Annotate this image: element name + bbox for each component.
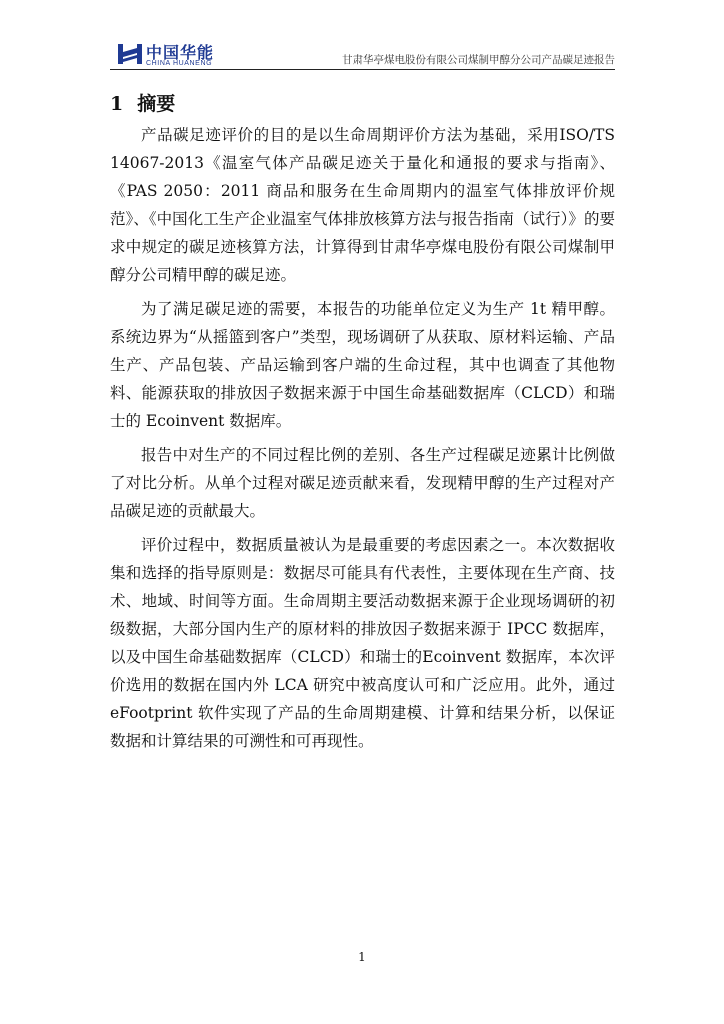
page-header	[110, 38, 615, 70]
logo-english-name: CHINA HUANENG	[146, 60, 213, 67]
paragraph: 报告中对生产的不同过程比例的差别、各生产过程碳足迹累计比例做了对比分析。从单个过程对碳足迹贡献来看，发现精甲醇的生产过程对产品碳足迹的贡献最大。	[110, 446, 615, 520]
paragraph: 为了满足碳足迹的需要，本报告的功能单位定义为生产 1t 精甲醇。系统边界为“从摇篮到客户”类型，现场调研了从获取、原材料运输、产品生产、产品包装、产品运输到客户端的生命过程，其中也调查了其他物料、能源获取的排放因子数据来源于中国生命基础数据库（CLCD）和瑞士的 Ecoinvent 数据库。	[110, 300, 615, 430]
logo-chinese-name: 中国华能	[146, 43, 215, 62]
header-divider	[110, 69, 615, 70]
running-header-title: 甘肃华亭煤电股份有限公司煤制甲醇分公司产品碳足迹报告	[342, 54, 615, 66]
paragraph: 评价过程中，数据质量被认为是最重要的考虑因素之一。本次数据收集和选择的指导原则是：数据尽可能具有代表性，主要体现在生产商、技术、地域、时间等方面。生命周期主要活动数据来源于企业现场调研的初级数据，大部分国内生产的原材料的排放因子数据来源于 IPCC 数据库，以及中国生命基础数据库（CLCD）和瑞士的Ecoinvent 数据库，本次评价选用的数据在国内外 LCA 研究中被高度认可和广泛应用。此外，通过 eFootprint 软件实现了产品的生命周期建模、计算和结果分析，以保证数据和计算结果的可溯性和可再现性。	[110, 536, 615, 750]
section-number: 1	[110, 93, 124, 115]
section-heading	[110, 89, 175, 116]
page-number: 1	[358, 950, 366, 964]
paragraph: 产品碳足迹评价的目的是以生命周期评价方法为基础，采用ISO/TS 14067-2013《温室气体产品碳足迹关于量化和通报的要求与指南》、《PAS 2050：2011 商品和服务在生命周期内的温室气体排放评价规范》、《中国化工生产企业温室气体排放核算方法与报告指南（试行）》的要求中规定的碳足迹核算方法，计算得到甘肃华亭煤电股份有限公司煤制甲醇分公司精甲醇的碳足迹。	[110, 126, 615, 284]
huaneng-logo-icon	[116, 40, 144, 68]
section-title: 摘要	[137, 93, 176, 115]
body-text	[110, 121, 615, 761]
